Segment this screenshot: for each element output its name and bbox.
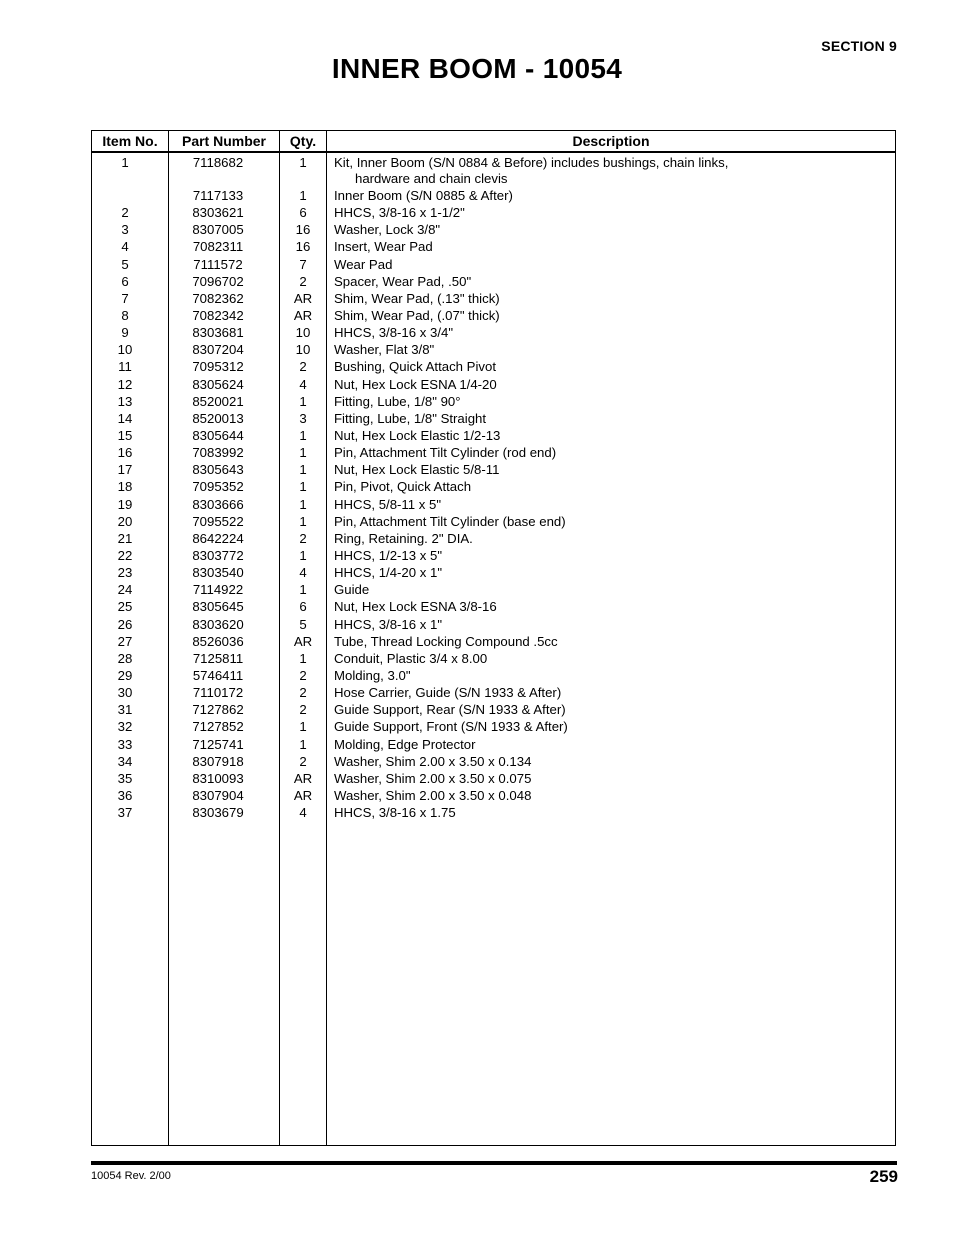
table-row — [92, 376, 895, 393]
part-number-cell: 8305645 — [192, 599, 244, 615]
part-number-cell: 8305644 — [192, 427, 244, 443]
description-text: Guide Support, Rear (S/N 1933 & After) — [334, 702, 566, 718]
table-row — [92, 513, 895, 530]
description-cell — [334, 513, 889, 530]
part-number-cell: 8307918 — [192, 753, 244, 769]
table-row — [92, 581, 895, 598]
description-text: Nut, Hex Lock Elastic 5/8-11 — [334, 462, 500, 478]
table-row — [92, 530, 895, 547]
footer-rule — [91, 1161, 897, 1165]
quantity-cell: 2 — [299, 702, 307, 718]
item-number-cell: 9 — [121, 325, 129, 341]
quantity-cell: 1 — [299, 479, 307, 495]
table-row — [92, 667, 895, 684]
table-row — [92, 154, 895, 187]
quantity-cell: 1 — [299, 155, 307, 170]
quantity-cell: 2 — [299, 273, 307, 289]
description-cell — [334, 804, 889, 821]
quantity-cell: 4 — [299, 376, 307, 392]
description-cell — [334, 701, 889, 718]
part-number-cell: 8307005 — [192, 222, 244, 238]
table-row — [92, 684, 895, 701]
item-number-cell: 29 — [117, 667, 133, 683]
description-text: HHCS, 1/2-13 x 5" — [334, 547, 443, 563]
description-text: Shim, Wear Pad, (.07" thick) — [334, 307, 500, 323]
part-number-cell: 7095352 — [192, 479, 244, 495]
part-number-cell: 8307204 — [192, 342, 244, 358]
table-row — [92, 187, 895, 204]
part-number-cell: 7117133 — [192, 188, 244, 203]
description-text: Fitting, Lube, 1/8" Straight — [334, 410, 487, 426]
item-number-cell: 34 — [117, 753, 133, 769]
description-cell — [334, 238, 889, 255]
description-text: Pin, Attachment Tilt Cylinder (base end) — [334, 513, 566, 529]
item-number-cell: 7 — [121, 290, 129, 306]
item-number-cell: 24 — [117, 582, 133, 598]
description-text: Ring, Retaining. 2" DIA. — [334, 530, 473, 546]
quantity-cell: 1 — [299, 736, 307, 752]
quantity-cell: 6 — [299, 599, 307, 615]
description-text: Wear Pad — [334, 256, 393, 272]
description-text: Kit, Inner Boom (S/N 0884 & Before) includes bushings, chain links, — [334, 155, 729, 170]
table-row — [92, 204, 895, 221]
description-continuation: hardware and chain clevis — [355, 171, 508, 186]
header-description: Description — [572, 133, 650, 149]
table-row — [92, 736, 895, 753]
table-row — [92, 633, 895, 650]
quantity-cell: 6 — [299, 205, 307, 221]
description-text: Washer, Shim 2.00 x 3.50 x 0.134 — [334, 753, 532, 769]
table-row — [92, 324, 895, 341]
quantity-cell: 3 — [299, 410, 307, 426]
quantity-cell: 10 — [295, 342, 311, 358]
part-number-cell: 8520021 — [192, 393, 244, 409]
description-text: Conduit, Plastic 3/4 x 8.00 — [334, 650, 488, 666]
item-number-cell: 16 — [117, 445, 133, 461]
description-text: HHCS, 3/8-16 x 1" — [334, 616, 443, 632]
item-number-cell: 18 — [117, 479, 133, 495]
item-number-cell: 36 — [117, 787, 133, 803]
table-row — [92, 427, 895, 444]
quantity-cell: 16 — [295, 239, 311, 255]
part-number-cell: 8303621 — [192, 205, 244, 221]
description-text: Bushing, Quick Attach Pivot — [334, 359, 496, 375]
description-cell — [334, 273, 889, 290]
part-number-cell: 8520013 — [192, 410, 244, 426]
part-number-cell: 7118682 — [192, 155, 244, 170]
table-row — [92, 547, 895, 564]
item-number-cell: 12 — [117, 376, 133, 392]
description-text: Guide — [334, 582, 370, 598]
part-number-cell: 8526036 — [192, 633, 244, 649]
table-row — [92, 753, 895, 770]
description-cell — [334, 787, 889, 804]
table-row — [92, 256, 895, 273]
description-cell — [334, 530, 889, 547]
quantity-cell: 1 — [299, 582, 307, 598]
item-number-cell: 17 — [117, 462, 133, 478]
part-number-cell: 7127852 — [192, 719, 244, 735]
description-cell — [334, 154, 889, 186]
table-header — [92, 131, 895, 153]
item-number-cell: 3 — [121, 222, 129, 238]
item-number-cell: 28 — [117, 650, 133, 666]
table-row — [92, 393, 895, 410]
description-text: Shim, Wear Pad, (.13" thick) — [334, 290, 500, 306]
description-text: HHCS, 3/8-16 x 1-1/2" — [334, 205, 465, 221]
quantity-cell: 1 — [299, 496, 307, 512]
description-cell — [334, 324, 889, 341]
part-number-cell: 8305643 — [192, 462, 244, 478]
description-text: Washer, Shim 2.00 x 3.50 x 0.048 — [334, 787, 532, 803]
description-text: Spacer, Wear Pad, .50" — [334, 273, 472, 289]
description-cell — [334, 290, 889, 307]
description-cell — [334, 187, 889, 204]
table-row — [92, 496, 895, 513]
description-text: Nut, Hex Lock ESNA 3/8-16 — [334, 599, 497, 615]
description-cell — [334, 598, 889, 615]
quantity-cell: 1 — [299, 547, 307, 563]
quantity-cell: 4 — [299, 805, 307, 821]
description-cell — [334, 736, 889, 753]
description-cell — [334, 753, 889, 770]
part-number-cell: 8642224 — [192, 530, 244, 546]
description-text: Tube, Thread Locking Compound .5cc — [334, 633, 558, 649]
part-number-cell: 8307904 — [192, 787, 244, 803]
quantity-cell: 1 — [299, 393, 307, 409]
description-text: HHCS, 3/8-16 x 1.75 — [334, 805, 456, 821]
item-number-cell: 6 — [121, 273, 129, 289]
header-item-no: Item No. — [102, 133, 158, 149]
item-number-cell: 19 — [117, 496, 133, 512]
quantity-cell: 4 — [299, 565, 307, 581]
quantity-cell: 1 — [299, 445, 307, 461]
table-row — [92, 770, 895, 787]
quantity-cell: AR — [293, 633, 313, 649]
description-text: Nut, Hex Lock Elastic 1/2-13 — [334, 427, 501, 443]
table-row — [92, 804, 895, 821]
description-text: Inner Boom (S/N 0885 & After) — [334, 188, 513, 203]
quantity-cell: AR — [293, 787, 313, 803]
part-number-cell: 8305624 — [192, 376, 244, 392]
description-cell — [334, 221, 889, 238]
description-text: Molding, 3.0" — [334, 667, 411, 683]
description-text: Hose Carrier, Guide (S/N 1933 & After) — [334, 685, 562, 701]
part-number-cell: 7095522 — [192, 513, 244, 529]
item-number-cell: 11 — [118, 359, 132, 375]
table-row — [92, 358, 895, 375]
part-number-cell: 7082311 — [192, 239, 244, 255]
item-number-cell: 23 — [117, 565, 133, 581]
part-number-cell: 7082342 — [192, 307, 244, 323]
description-cell — [334, 718, 889, 735]
part-number-cell: 8303679 — [192, 805, 244, 821]
description-cell — [334, 410, 889, 427]
part-number-cell: 8303620 — [192, 616, 244, 632]
item-number-cell: 10 — [117, 342, 133, 358]
item-number-cell: 26 — [117, 616, 133, 632]
description-text: Washer, Flat 3/8" — [334, 342, 435, 358]
description-text: HHCS, 1/4-20 x 1" — [334, 565, 443, 581]
part-number-cell: 7114922 — [192, 582, 244, 598]
table-row — [92, 307, 895, 324]
item-number-cell: 2 — [121, 205, 129, 221]
description-text: HHCS, 3/8-16 x 3/4" — [334, 325, 454, 341]
part-number-cell: 8303772 — [192, 547, 244, 563]
description-cell — [334, 341, 889, 358]
part-number-cell: 7125741 — [192, 736, 244, 752]
table-row — [92, 221, 895, 238]
description-cell — [334, 650, 889, 667]
item-number-cell: 37 — [117, 805, 133, 821]
description-text: Molding, Edge Protector — [334, 736, 476, 752]
description-cell — [334, 393, 889, 410]
description-cell — [334, 478, 889, 495]
part-number-cell: 8303666 — [192, 496, 244, 512]
table-row — [92, 461, 895, 478]
section-label: SECTION 9 — [821, 38, 897, 54]
part-number-cell: 7111572 — [193, 256, 243, 272]
quantity-cell: 2 — [299, 359, 307, 375]
item-number-cell: 21 — [117, 530, 133, 546]
part-number-cell: 7095312 — [192, 359, 244, 375]
table-row — [92, 273, 895, 290]
description-cell — [334, 358, 889, 375]
table-row — [92, 238, 895, 255]
description-cell — [334, 496, 889, 513]
description-cell — [334, 307, 889, 324]
quantity-cell: AR — [293, 290, 313, 306]
table-row — [92, 701, 895, 718]
description-text: Pin, Pivot, Quick Attach — [334, 479, 472, 495]
item-number-cell: 30 — [117, 685, 133, 701]
description-text: Washer, Lock 3/8" — [334, 222, 441, 238]
part-number-cell: 8303540 — [192, 565, 244, 581]
description-cell — [334, 581, 889, 598]
description-cell — [334, 461, 889, 478]
part-number-cell: 8303681 — [192, 325, 244, 341]
table-row — [92, 616, 895, 633]
table-row — [92, 650, 895, 667]
description-cell — [334, 684, 889, 701]
quantity-cell: 1 — [299, 719, 307, 735]
part-number-cell: 7083992 — [192, 445, 244, 461]
header-qty: Qty. — [289, 133, 317, 149]
description-text: Pin, Attachment Tilt Cylinder (rod end) — [334, 445, 557, 461]
description-text: Washer, Shim 2.00 x 3.50 x 0.075 — [334, 770, 532, 786]
description-cell — [334, 770, 889, 787]
item-number-cell: 32 — [117, 719, 133, 735]
quantity-cell: 1 — [299, 650, 307, 666]
item-number-cell: 31 — [117, 702, 133, 718]
revision-label: 10054 Rev. 2/00 — [91, 1170, 171, 1182]
description-text: Nut, Hex Lock ESNA 1/4-20 — [334, 376, 497, 392]
item-number-cell: 20 — [117, 513, 133, 529]
quantity-cell: 1 — [299, 513, 307, 529]
description-cell — [334, 547, 889, 564]
table-row — [92, 478, 895, 495]
item-number-cell: 25 — [117, 599, 133, 615]
quantity-cell: 1 — [299, 188, 307, 203]
table-row — [92, 290, 895, 307]
description-cell — [334, 633, 889, 650]
description-cell — [334, 427, 889, 444]
description-cell — [334, 667, 889, 684]
item-number-cell: 27 — [117, 633, 133, 649]
table-row — [92, 787, 895, 804]
description-cell — [334, 564, 889, 581]
item-number-cell: 15 — [117, 427, 133, 443]
description-text: HHCS, 5/8-11 x 5" — [334, 496, 442, 512]
item-number-cell: 4 — [121, 239, 129, 255]
table-row — [92, 341, 895, 358]
item-number-cell: 5 — [121, 256, 129, 272]
quantity-cell: 16 — [295, 222, 311, 238]
description-cell — [334, 256, 889, 273]
part-number-cell: 5746411 — [192, 667, 244, 683]
item-number-cell: 1 — [121, 155, 129, 170]
description-cell — [334, 376, 889, 393]
item-number-cell: 35 — [117, 770, 133, 786]
table-row — [92, 564, 895, 581]
table-body — [92, 154, 895, 821]
page-title: INNER BOOM - 10054 — [331, 53, 623, 84]
quantity-cell: AR — [293, 770, 313, 786]
quantity-cell: 7 — [299, 256, 307, 272]
quantity-cell: 2 — [299, 685, 307, 701]
quantity-cell: 1 — [299, 427, 307, 443]
parts-table — [91, 130, 896, 1146]
quantity-cell: AR — [293, 307, 313, 323]
description-cell — [334, 204, 889, 221]
description-text: Fitting, Lube, 1/8" 90° — [334, 393, 461, 409]
header-part-number: Part Number — [181, 133, 267, 149]
page-number: 259 — [869, 1167, 898, 1186]
quantity-cell: 10 — [295, 325, 311, 341]
item-number-cell: 33 — [117, 736, 133, 752]
part-number-cell: 7110172 — [192, 685, 244, 701]
description-cell — [334, 444, 889, 461]
part-number-cell: 7096702 — [192, 273, 244, 289]
description-cell — [334, 616, 889, 633]
quantity-cell: 2 — [299, 753, 307, 769]
table-row — [92, 598, 895, 615]
quantity-cell: 1 — [299, 462, 307, 478]
description-text: Guide Support, Front (S/N 1933 & After) — [334, 719, 568, 735]
quantity-cell: 5 — [299, 616, 307, 632]
quantity-cell: 2 — [299, 530, 307, 546]
item-number-cell: 14 — [117, 410, 133, 426]
quantity-cell: 2 — [299, 667, 307, 683]
table-row — [92, 444, 895, 461]
item-number-cell: 8 — [121, 307, 129, 323]
item-number-cell: 13 — [117, 393, 133, 409]
part-number-cell: 7082362 — [192, 290, 244, 306]
description-text: Insert, Wear Pad — [334, 239, 433, 255]
part-number-cell: 7127862 — [192, 702, 244, 718]
table-row — [92, 410, 895, 427]
item-number-cell: 22 — [117, 547, 133, 563]
part-number-cell: 8310093 — [192, 770, 244, 786]
table-row — [92, 718, 895, 735]
part-number-cell: 7125811 — [192, 650, 244, 666]
